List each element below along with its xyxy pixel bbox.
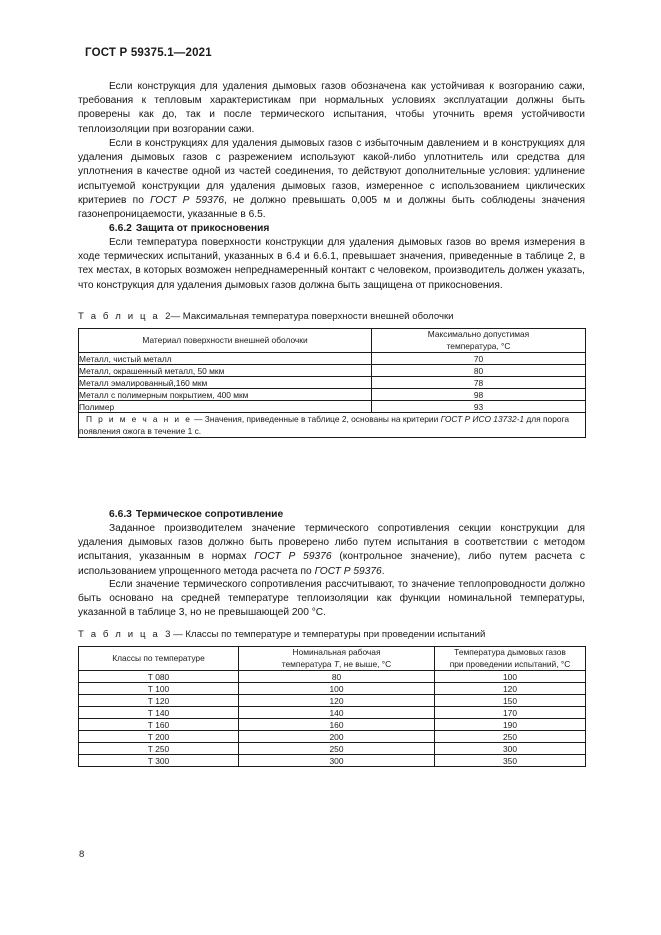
paragraph-soot-resistance: Если конструкция для удаления дымовых газов обозначена как устойчивая к возгоранию сажи, требования к тепловым характеристикам при нормальных условиях эксплуатации должны быть проверены как до, так и после термического испытания, чтобы уточнить время устойчивости теплоизоляции при возгорании сажи. xyxy=(78,81,585,135)
table-3-cell-class-3: Т 140 xyxy=(79,707,239,719)
table-row xyxy=(79,719,586,731)
paragraph-thermal-conductivity: Если значение термического сопротивления рассчитывают, то значение теплопроводности должно быть основано на средней температуре теплоизоляции как функции номинальной температуры, указанной в таблице 3, но не превышающей 200 °С. xyxy=(78,579,585,619)
table-3-cell-flue-4: 190 xyxy=(435,719,586,731)
paragraph-block-2 xyxy=(78,137,585,222)
table-2-note-label: П р и м е ч а н и е xyxy=(85,414,192,424)
table-row xyxy=(79,671,586,683)
standard-reference-59376-c: ГОСТ Р 59376 xyxy=(314,565,382,577)
table-3-cell-nominal-0: 80 xyxy=(239,671,435,683)
table-2-cell-temp-3: 98 xyxy=(372,389,586,401)
table-2-cell-material-0: Металл, чистый металл xyxy=(79,353,372,365)
table-2-caption-text: Максимальная температура поверхности внешней оболочки xyxy=(182,311,454,322)
section-number-6-6-3: 6.6.3 xyxy=(109,509,132,520)
table-3-caption-label: Т а б л и ц а xyxy=(78,629,160,640)
section-heading-6-6-3 xyxy=(78,508,585,522)
table-row xyxy=(79,695,586,707)
section-heading-6-6-2 xyxy=(78,222,585,236)
standard-reference-iso-13732-1: ГОСТ Р ИСО 13732-1 xyxy=(440,414,525,424)
paragraph-thermal-resistance xyxy=(78,522,585,579)
table-row xyxy=(79,365,586,377)
paragraph-4-text-b: (контрольное значение), либо путем расчета с использованием упрощенного метода расчета по xyxy=(78,551,585,577)
table-3-cell-flue-6: 300 xyxy=(435,743,586,755)
table-3-cell-class-0: Т 080 xyxy=(79,671,239,683)
table-3-cell-nominal-1: 100 xyxy=(239,683,435,695)
table-3-cell-flue-1: 120 xyxy=(435,683,586,695)
table-2-caption xyxy=(78,310,585,323)
paragraph-4-text-a: Заданное производителем значение термического сопротивления секции конструкции для удаления дымовых газов должно быть проверено либо путем испытания в соответствии с методом испытания, указанным в нормах xyxy=(78,523,585,563)
table-2-note xyxy=(79,413,586,438)
table-3-cell-class-4: Т 160 xyxy=(79,719,239,731)
table-2-cell-material-1: Металл, окрашенный металл, 50 мкм xyxy=(79,365,372,377)
running-head: ГОСТ Р 59375.1—2021 xyxy=(85,47,212,59)
table-2-cell-material-3: Металл с полимерным покрытием, 400 мкм xyxy=(79,389,372,401)
table-3-cell-class-2: Т 120 xyxy=(79,695,239,707)
table-2-header-max-temp-line2: температура, °С xyxy=(446,340,511,351)
table-2-cell-material-4: Полимер xyxy=(79,401,372,413)
table-2-header-max-temp-line1: Максимально допустимая xyxy=(427,329,530,339)
table-2-cell-temp-2: 78 xyxy=(372,377,586,389)
table-3-header-nominal-line1: Номинальная рабочая xyxy=(292,647,381,657)
table-row xyxy=(79,683,586,695)
paragraph-2-text-b: , не должно превышать 0,005 м и должны быть соблюдены значения газонепроницаемости, указанные в 6.5. xyxy=(78,194,585,221)
table-3-cell-class-7: Т 300 xyxy=(79,755,239,767)
table-2-caption-number: 2 xyxy=(165,311,171,322)
table-2-note-text-b: для порога появления ожога в течение 1 с. xyxy=(79,414,570,436)
table-3-cell-nominal-5: 200 xyxy=(239,731,435,743)
table-row xyxy=(79,401,586,413)
table-3-caption-dash: — xyxy=(173,629,183,640)
table-3-caption-text: Классы по температуре и температуры при проведении испытаний xyxy=(185,629,486,640)
table-row xyxy=(79,755,586,767)
section-title-6-6-3: Термическое сопротивление xyxy=(135,509,284,520)
table-3-header-flue-line2: при проведении испытаний, °С xyxy=(449,658,571,669)
table-row xyxy=(79,389,586,401)
table-3-header-symbol-t: T xyxy=(333,658,340,669)
section-number-6-6-2: 6.6.2 xyxy=(109,223,132,234)
table-3-cell-nominal-3: 140 xyxy=(239,707,435,719)
table-3-header-nominal-line2-a: температура xyxy=(281,658,334,669)
table-2-cell-temp-0: 70 xyxy=(372,353,586,365)
table-3-caption xyxy=(78,628,585,641)
table-3-header-flue-temp xyxy=(435,647,586,671)
table-3-cell-nominal-7: 300 xyxy=(239,755,435,767)
table-3-header-flue-line1: Температура дымовых газов xyxy=(454,647,566,657)
table-2-header-row xyxy=(79,329,586,353)
standard-reference-59376-b: ГОСТ Р 59376 xyxy=(254,551,332,563)
table-3-cell-flue-2: 150 xyxy=(435,695,586,707)
table-3-caption-number: 3 xyxy=(165,629,171,640)
table-row xyxy=(79,353,586,365)
paragraph-2-text-a: Если в конструкциях для удаления дымовых газов с избыточным давлением и в конструкциях для удаления дымовых газов с разрежением используют какой-либо уплотнитель или средства для уплотнения в качестве одной из частей соединения, то действуют дополнительные условия: удлинение испытуемой конструкции для удаления дымовых газов, измеренное с использованием циклических критериев по xyxy=(78,138,585,206)
table-2-cell-temp-4: 93 xyxy=(372,401,586,413)
table-row xyxy=(79,377,586,389)
paragraph-block-4 xyxy=(78,522,585,579)
table-row xyxy=(79,731,586,743)
table-row xyxy=(79,707,586,719)
table-3-cell-nominal-6: 250 xyxy=(239,743,435,755)
paragraph-block-3 xyxy=(78,236,585,293)
table-3-cell-flue-0: 100 xyxy=(435,671,586,683)
table-2-header-max-temp xyxy=(372,329,586,353)
page-number: 8 xyxy=(79,849,85,860)
standard-reference-59376-a: ГОСТ Р 59376 xyxy=(150,194,224,206)
table-2-cell-material-2: Металл эмалированный,160 мкм xyxy=(79,377,372,389)
table-3-cell-nominal-4: 160 xyxy=(239,719,435,731)
paragraph-block-5 xyxy=(78,578,585,621)
paragraph-block-1 xyxy=(78,80,585,137)
table-2-note-row xyxy=(79,413,586,438)
table-2-note-text-a: Значения, приведенные в таблице 2, основаны на критерии xyxy=(202,414,441,424)
table-2-note-dash: — xyxy=(194,414,203,424)
table-3-cell-class-1: Т 100 xyxy=(79,683,239,695)
table-3-cell-class-5: Т 200 xyxy=(79,731,239,743)
table-2-max-surface-temperature xyxy=(78,328,586,438)
paragraph-4-text-c: . xyxy=(381,565,385,577)
table-row xyxy=(79,743,586,755)
paragraph-seal-conditions xyxy=(78,137,585,222)
table-2-caption-dash: — xyxy=(170,311,181,322)
table-3-header-nominal-line2-b: , не выше, °С xyxy=(339,658,392,669)
table-3-cell-nominal-2: 120 xyxy=(239,695,435,707)
table-3-cell-class-6: Т 250 xyxy=(79,743,239,755)
section-title-6-6-2: Защита от прикосновения xyxy=(135,223,270,234)
paragraph-touch-protection: Если температура поверхности конструкции для удаления дымовых газов во время измерения в ходе термических испытаний, указанных в 6.4 и 6.6.1, превышает значения, приведенные в таблице 2, в тех местах, в которых возможен непреднамеренный контакт с человеком, производитель должен указать, что конструкция для удаления дымовых газов должна быть защищена от прикосновения. xyxy=(78,237,585,291)
table-3-cell-flue-5: 250 xyxy=(435,731,586,743)
table-3-header-row xyxy=(79,647,586,671)
table-2-header-material: Материал поверхности внешней оболочки xyxy=(79,329,372,353)
table-3-header-class: Классы по температуре xyxy=(79,647,239,671)
table-3-cell-flue-7: 350 xyxy=(435,755,586,767)
table-3-temperature-classes xyxy=(78,646,586,767)
table-2-cell-temp-1: 80 xyxy=(372,365,586,377)
table-3-cell-flue-3: 170 xyxy=(435,707,586,719)
table-2-caption-label: Т а б л и ц а xyxy=(78,311,160,322)
table-3-header-nominal-temp xyxy=(239,647,435,671)
